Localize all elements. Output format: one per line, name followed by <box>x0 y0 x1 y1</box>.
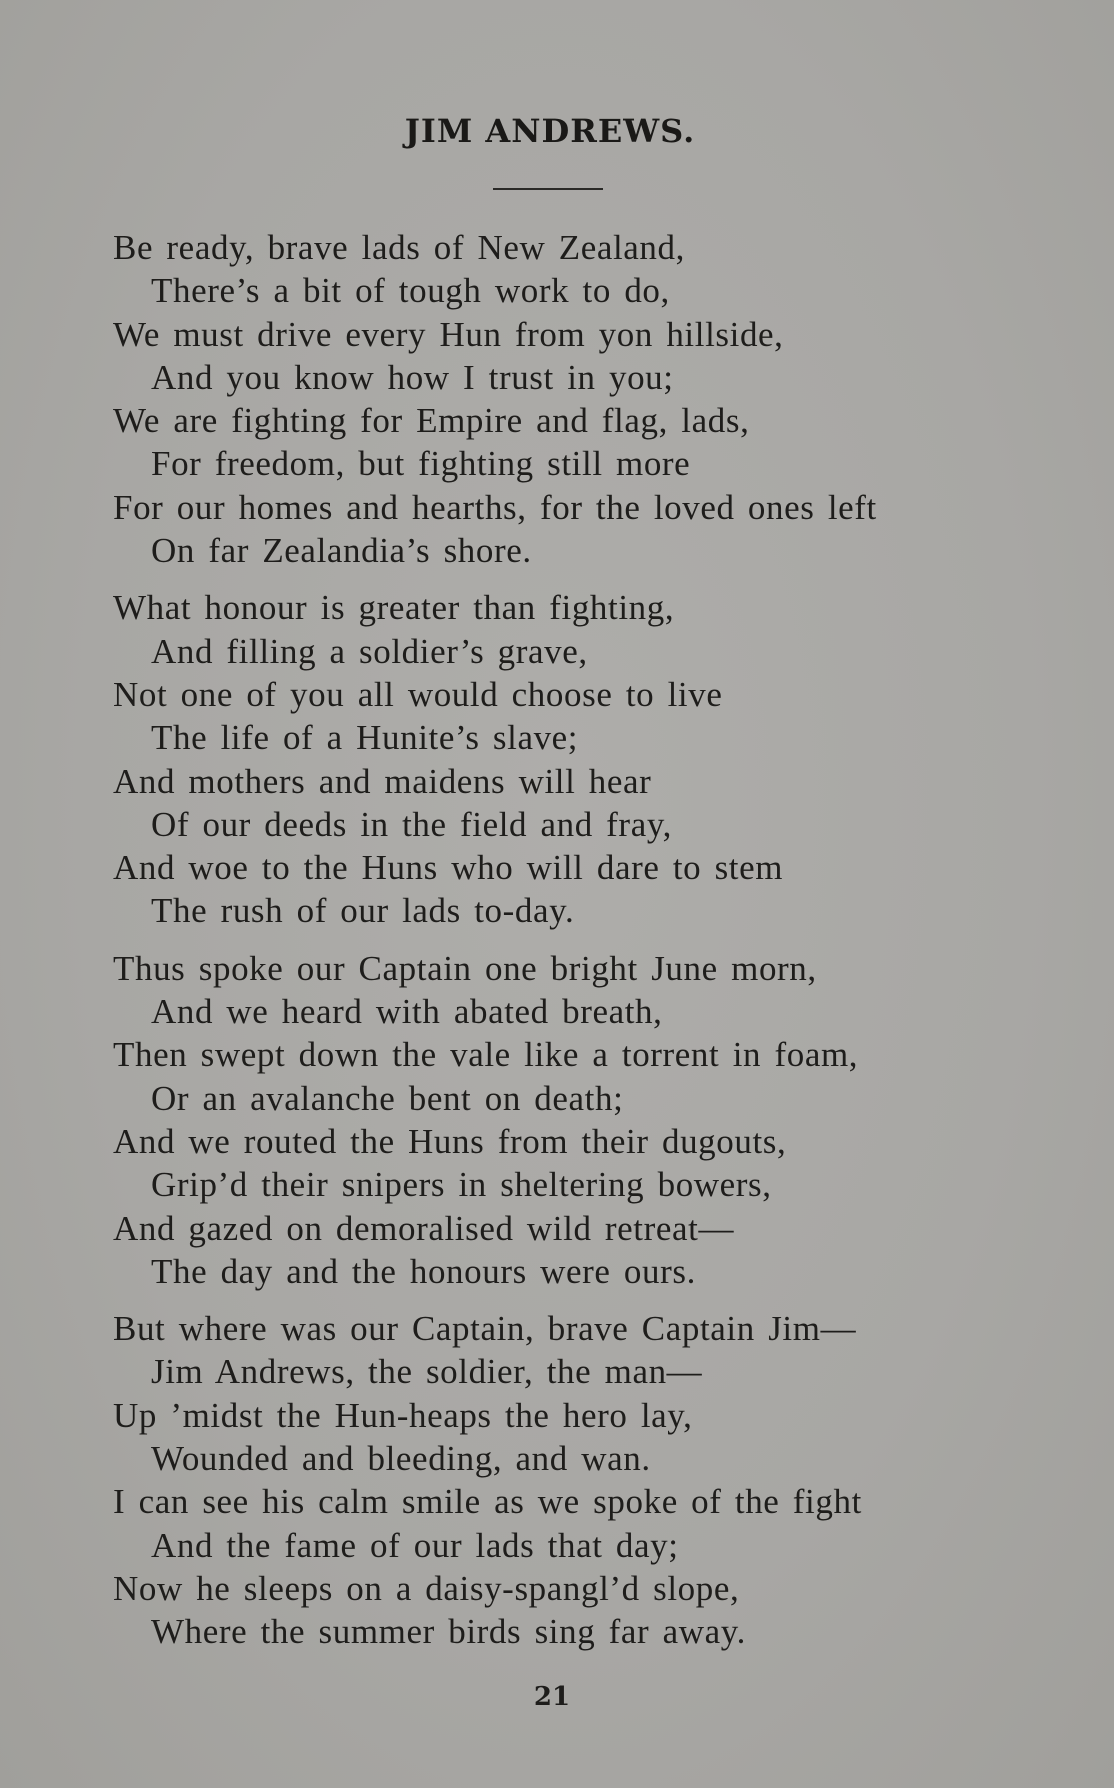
stanza <box>113 586 1013 932</box>
verse-line: I can see his calm smile as we spoke of the fight <box>113 1482 862 1522</box>
verse-line: Jim Andrews, the soldier, the man— <box>151 1352 703 1392</box>
verse-line: And you know how I trust in you; <box>151 357 674 397</box>
verse-line: And we heard with abated breath, <box>151 992 663 1032</box>
title-rule <box>493 188 603 190</box>
verse-line: What honour is greater than fighting, <box>113 588 675 628</box>
verse-line: And filling a soldier’s grave, <box>151 631 588 671</box>
verse-line: Wounded and bleeding, and wan. <box>151 1439 651 1479</box>
verse-line: Now he sleeps on a daisy-spangl’d slope, <box>113 1568 740 1608</box>
verse-line: The day and the honours were ours. <box>151 1251 696 1291</box>
verse-line: But where was our Captain, brave Captain Jim— <box>113 1309 857 1349</box>
poem-body <box>113 226 1013 1668</box>
verse-line: And gazed on demoralised wild retreat— <box>113 1208 735 1248</box>
verse-line: And the fame of our lads that day; <box>151 1525 679 1565</box>
verse-line: On far Zealandia’s shore. <box>151 531 532 571</box>
verse-line: Or an avalanche bent on death; <box>151 1078 624 1118</box>
verse-line: Where the summer birds sing far away. <box>151 1612 746 1652</box>
verse-line: And mothers and maidens will hear <box>113 761 652 801</box>
verse-line: For freedom, but fighting still more <box>151 444 691 484</box>
stanza <box>113 226 1013 572</box>
poem-title: JIM ANDREWS. <box>404 112 696 150</box>
verse-line: Be ready, brave lads of New Zealand, <box>113 228 685 267</box>
verse-line: Grip’d their snipers in sheltering bowers, <box>151 1165 772 1205</box>
verse-line: And we routed the Huns from their dugouts, <box>113 1121 787 1161</box>
stanza <box>113 1307 1013 1653</box>
verse-line: We must drive every Hun from yon hillside, <box>113 314 784 354</box>
verse-line: We are fighting for Empire and flag, lads, <box>113 401 750 441</box>
verse-line: Then swept down the vale like a torrent in foam, <box>113 1035 859 1075</box>
verse-line: The life of a Hunite’s slave; <box>151 718 579 758</box>
verse-line: Thus spoke our Captain one bright June morn, <box>113 948 817 988</box>
verse-line: For our homes and hearths, for the loved ones left <box>113 487 877 527</box>
verse-line: And woe to the Huns who will dare to stem <box>113 848 784 888</box>
verse-line: Not one of you all would choose to live <box>113 674 723 714</box>
page-number: 21 <box>533 1682 571 1712</box>
stanza <box>113 947 1013 1293</box>
verse-line: There’s a bit of tough work to do, <box>151 271 670 311</box>
verse-line: Up ’midst the Hun-heaps the hero lay, <box>113 1395 693 1435</box>
verse-line: Of our deeds in the field and fray, <box>151 804 673 844</box>
verse-line: The rush of our lads to-day. <box>151 891 575 931</box>
